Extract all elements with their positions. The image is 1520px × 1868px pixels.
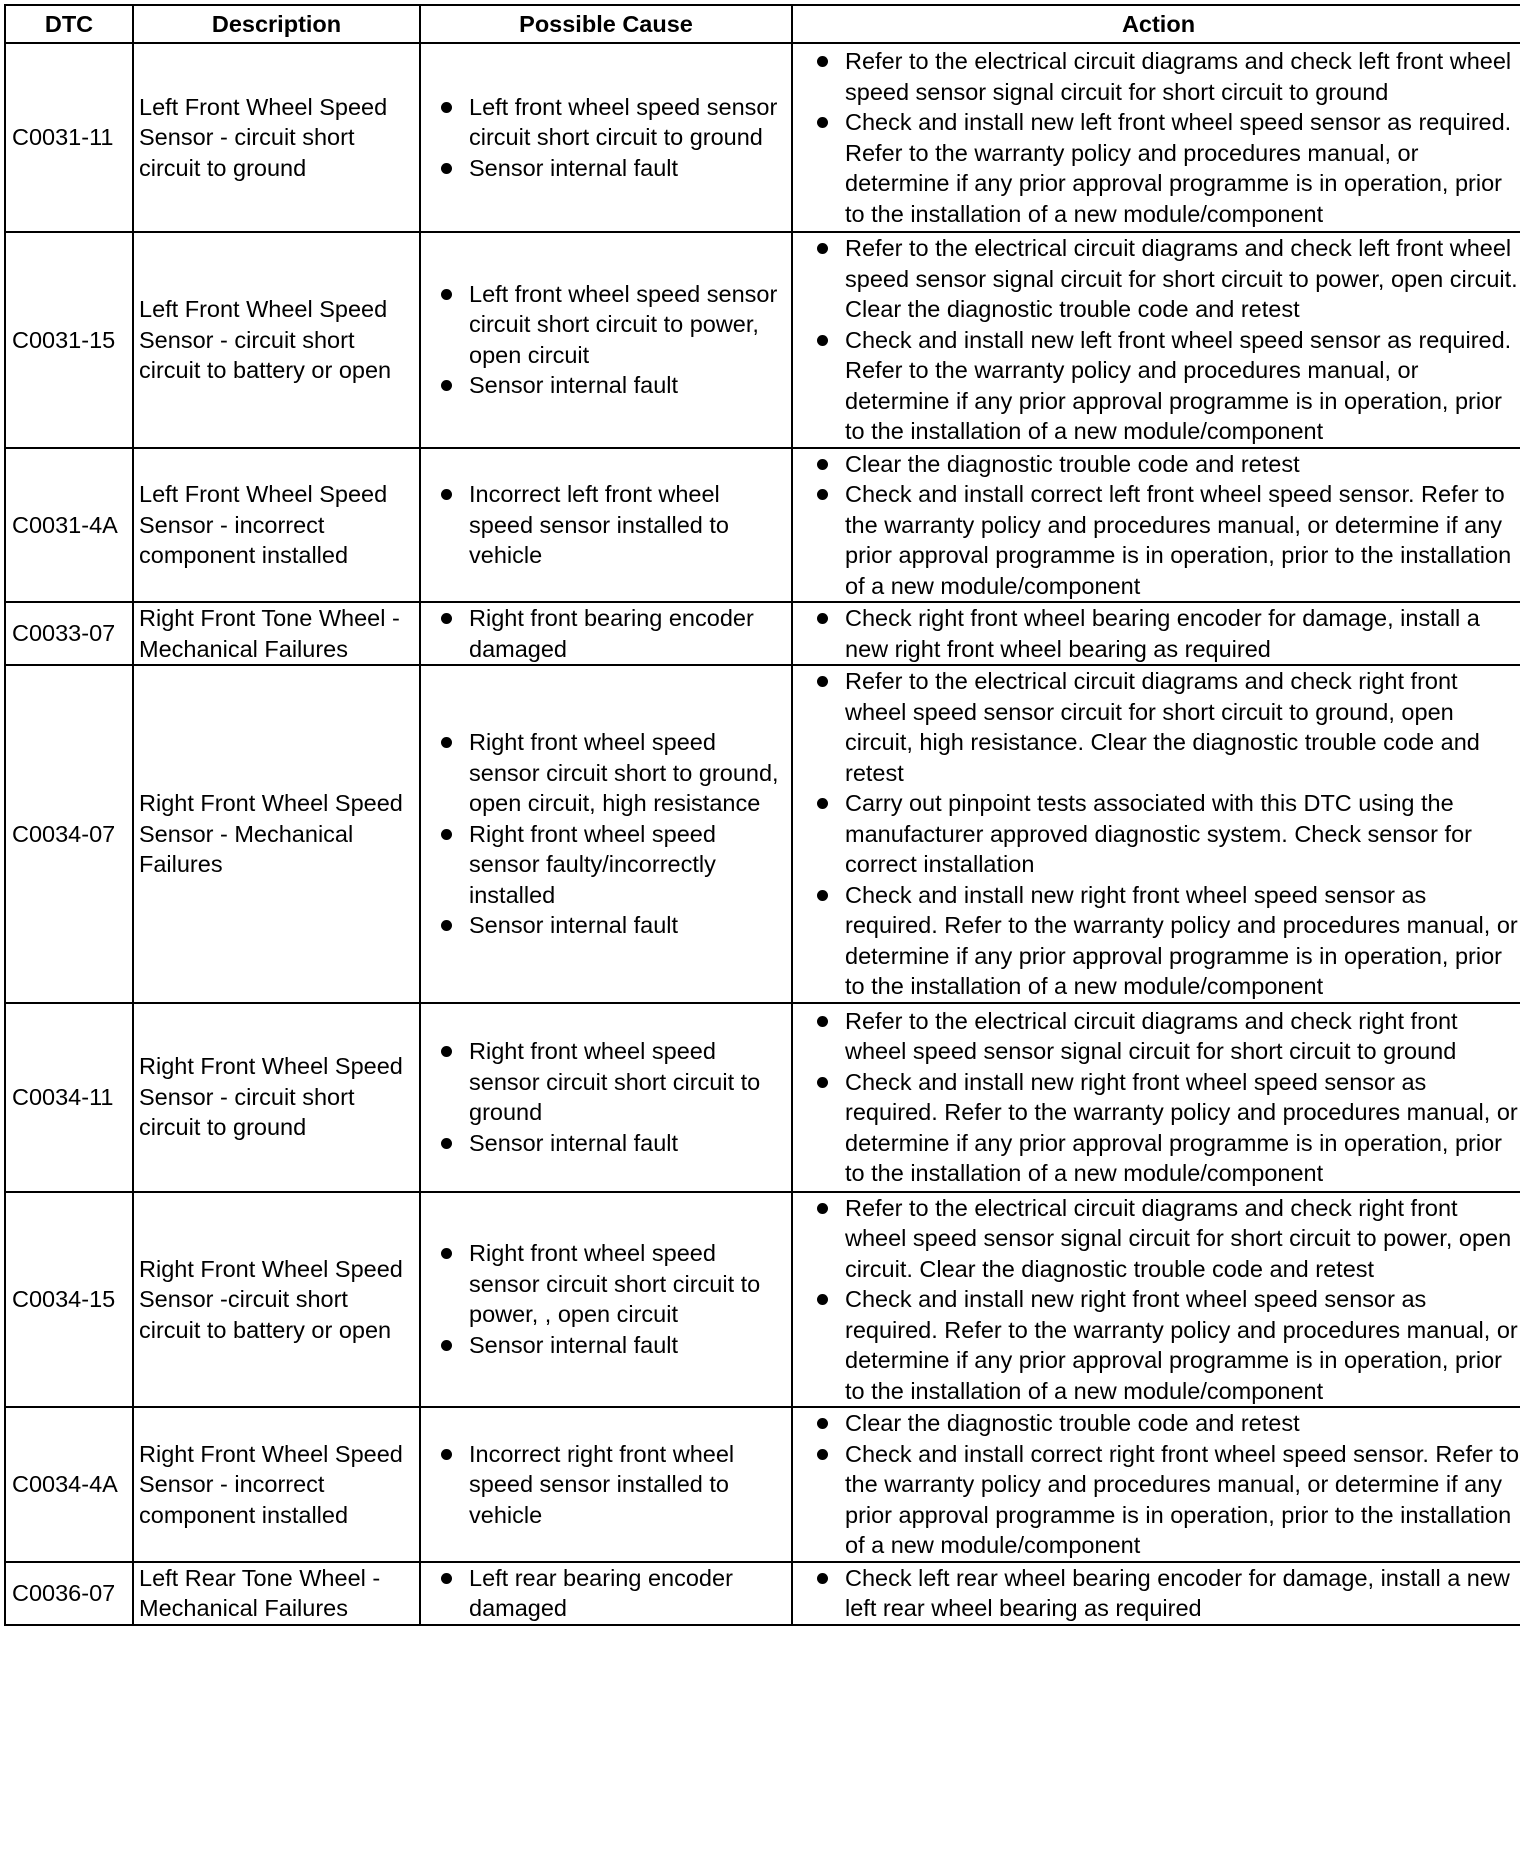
dtc-description: Left Front Wheel Speed Sensor - incorrect component installed <box>133 448 420 603</box>
possible-cause-cell <box>420 1407 792 1562</box>
cause-list <box>431 727 787 941</box>
header-action: Action <box>792 5 1520 43</box>
action-cell <box>792 1562 1520 1625</box>
action-item: Check right front wheel bearing encoder for damage, install a new right front wheel bearing as required <box>807 603 1520 664</box>
dtc-table <box>4 4 1520 1626</box>
action-list <box>807 233 1520 447</box>
dtc-description: Right Front Wheel Speed Sensor -circuit short circuit to battery or open <box>133 1192 420 1408</box>
action-item: Check and install new right front wheel speed sensor as required. Refer to the warranty policy and procedures manual, or determine if any prior approval programme is in operation, prior to the installation of a new module/component <box>807 880 1520 1002</box>
action-item: Refer to the electrical circuit diagrams and check left front wheel speed sensor signal circuit for short circuit to power, open circuit. Clear the diagnostic trouble code and retest <box>807 233 1520 325</box>
action-list <box>807 1408 1520 1561</box>
table-row <box>5 1192 1520 1408</box>
dtc-code: C0034-11 <box>5 1003 133 1192</box>
action-item: Clear the diagnostic trouble code and retest <box>807 1408 1520 1439</box>
possible-cause-cell <box>420 1192 792 1408</box>
cause-list <box>431 1238 787 1360</box>
action-item: Check and install new right front wheel speed sensor as required. Refer to the warranty policy and procedures manual, or determine if any prior approval programme is in operation, prior to the installation of a new module/component <box>807 1284 1520 1406</box>
action-list <box>807 449 1520 602</box>
cause-item: Right front wheel speed sensor circuit short circuit to power, , open circuit <box>431 1238 787 1330</box>
action-item: Refer to the electrical circuit diagrams and check right front wheel speed sensor signal circuit for short circuit to power, open circuit. Clear the diagnostic trouble code and retest <box>807 1193 1520 1285</box>
cause-item: Right front bearing encoder damaged <box>431 603 787 664</box>
dtc-code: C0031-11 <box>5 43 133 232</box>
table-row <box>5 1562 1520 1625</box>
action-item: Refer to the electrical circuit diagrams and check left front wheel speed sensor signal circuit for short circuit to ground <box>807 46 1520 107</box>
dtc-code: C0033-07 <box>5 602 133 665</box>
cause-item: Left rear bearing encoder damaged <box>431 1563 787 1624</box>
dtc-description: Right Front Tone Wheel - Mechanical Failures <box>133 602 420 665</box>
dtc-code: C0036-07 <box>5 1562 133 1625</box>
cause-item: Incorrect right front wheel speed sensor installed to vehicle <box>431 1439 787 1531</box>
cause-list <box>431 479 787 571</box>
action-item: Check and install correct left front wheel speed sensor. Refer to the warranty policy and procedures manual, or determine if any prior approval programme is in operation, prior to the installation of a new module/component <box>807 479 1520 601</box>
cause-list <box>431 603 787 664</box>
cause-list <box>431 1563 787 1624</box>
action-cell <box>792 1192 1520 1408</box>
action-cell <box>792 602 1520 665</box>
dtc-code: C0031-15 <box>5 232 133 448</box>
cause-item: Right front wheel speed sensor faulty/incorrectly installed <box>431 819 787 911</box>
dtc-code: C0031-4A <box>5 448 133 603</box>
table-row <box>5 232 1520 448</box>
action-item: Refer to the electrical circuit diagrams and check right front wheel speed sensor circuit for short circuit to ground, open circuit, high resistance. Clear the diagnostic trouble code and retest <box>807 666 1520 788</box>
possible-cause-cell <box>420 665 792 1003</box>
action-item: Check and install new left front wheel speed sensor as required. Refer to the warranty policy and procedures manual, or determine if any prior approval programme is in operation, prior to the installation of a new module/component <box>807 325 1520 447</box>
cause-list <box>431 1439 787 1531</box>
table-row <box>5 1407 1520 1562</box>
action-list <box>807 603 1520 664</box>
dtc-description: Right Front Wheel Speed Sensor - incorrect component installed <box>133 1407 420 1562</box>
cause-item: Sensor internal fault <box>431 153 787 184</box>
action-cell <box>792 448 1520 603</box>
action-item: Check and install correct right front wheel speed sensor. Refer to the warranty policy and procedures manual, or determine if any prior approval programme is in operation, prior to the installation of a new module/component <box>807 1439 1520 1561</box>
dtc-description: Left Front Wheel Speed Sensor - circuit short circuit to battery or open <box>133 232 420 448</box>
action-list <box>807 666 1520 1002</box>
dtc-description: Right Front Wheel Speed Sensor - Mechanical Failures <box>133 665 420 1003</box>
cause-item: Left front wheel speed sensor circuit short circuit to ground <box>431 92 787 153</box>
action-item: Check and install new left front wheel speed sensor as required. Refer to the warranty policy and procedures manual, or determine if any prior approval programme is in operation, prior to the installation of a new module/component <box>807 107 1520 229</box>
action-item: Refer to the electrical circuit diagrams and check right front wheel speed sensor signal circuit for short circuit to ground <box>807 1006 1520 1067</box>
cause-list <box>431 92 787 184</box>
cause-item: Right front wheel speed sensor circuit short circuit to ground <box>431 1036 787 1128</box>
possible-cause-cell <box>420 43 792 232</box>
table-row <box>5 43 1520 232</box>
action-item: Check left rear wheel bearing encoder for damage, install a new left rear wheel bearing as required <box>807 1563 1520 1624</box>
cause-item: Left front wheel speed sensor circuit short circuit to power, open circuit <box>431 279 787 371</box>
action-cell <box>792 232 1520 448</box>
dtc-code: C0034-07 <box>5 665 133 1003</box>
cause-item: Sensor internal fault <box>431 1128 787 1159</box>
action-list <box>807 46 1520 229</box>
dtc-description: Left Rear Tone Wheel - Mechanical Failures <box>133 1562 420 1625</box>
cause-item: Sensor internal fault <box>431 370 787 401</box>
table-row <box>5 602 1520 665</box>
action-cell <box>792 665 1520 1003</box>
action-item: Clear the diagnostic trouble code and retest <box>807 449 1520 480</box>
cause-list <box>431 279 787 401</box>
header-description: Description <box>133 5 420 43</box>
cause-list <box>431 1036 787 1158</box>
cause-item: Sensor internal fault <box>431 1330 787 1361</box>
cause-item: Sensor internal fault <box>431 910 787 941</box>
possible-cause-cell <box>420 448 792 603</box>
action-cell <box>792 1003 1520 1192</box>
possible-cause-cell <box>420 232 792 448</box>
action-cell <box>792 1407 1520 1562</box>
dtc-description: Left Front Wheel Speed Sensor - circuit short circuit to ground <box>133 43 420 232</box>
table-row <box>5 665 1520 1003</box>
dtc-code: C0034-4A <box>5 1407 133 1562</box>
table-row <box>5 448 1520 603</box>
possible-cause-cell <box>420 1562 792 1625</box>
possible-cause-cell <box>420 602 792 665</box>
header-possible-cause: Possible Cause <box>420 5 792 43</box>
header-dtc: DTC <box>5 5 133 43</box>
table-row <box>5 1003 1520 1192</box>
dtc-code: C0034-15 <box>5 1192 133 1408</box>
table-header-row <box>5 5 1520 43</box>
dtc-description: Right Front Wheel Speed Sensor - circuit short circuit to ground <box>133 1003 420 1192</box>
possible-cause-cell <box>420 1003 792 1192</box>
cause-item: Incorrect left front wheel speed sensor installed to vehicle <box>431 479 787 571</box>
table-body <box>5 43 1520 1625</box>
action-list <box>807 1193 1520 1407</box>
action-list <box>807 1006 1520 1189</box>
cause-item: Right front wheel speed sensor circuit short to ground, open circuit, high resistance <box>431 727 787 819</box>
action-item: Check and install new right front wheel speed sensor as required. Refer to the warranty policy and procedures manual, or determine if any prior approval programme is in operation, prior to the installation of a new module/component <box>807 1067 1520 1189</box>
action-list <box>807 1563 1520 1624</box>
action-item: Carry out pinpoint tests associated with this DTC using the manufacturer approved diagnostic system. Check sensor for correct installation <box>807 788 1520 880</box>
action-cell <box>792 43 1520 232</box>
